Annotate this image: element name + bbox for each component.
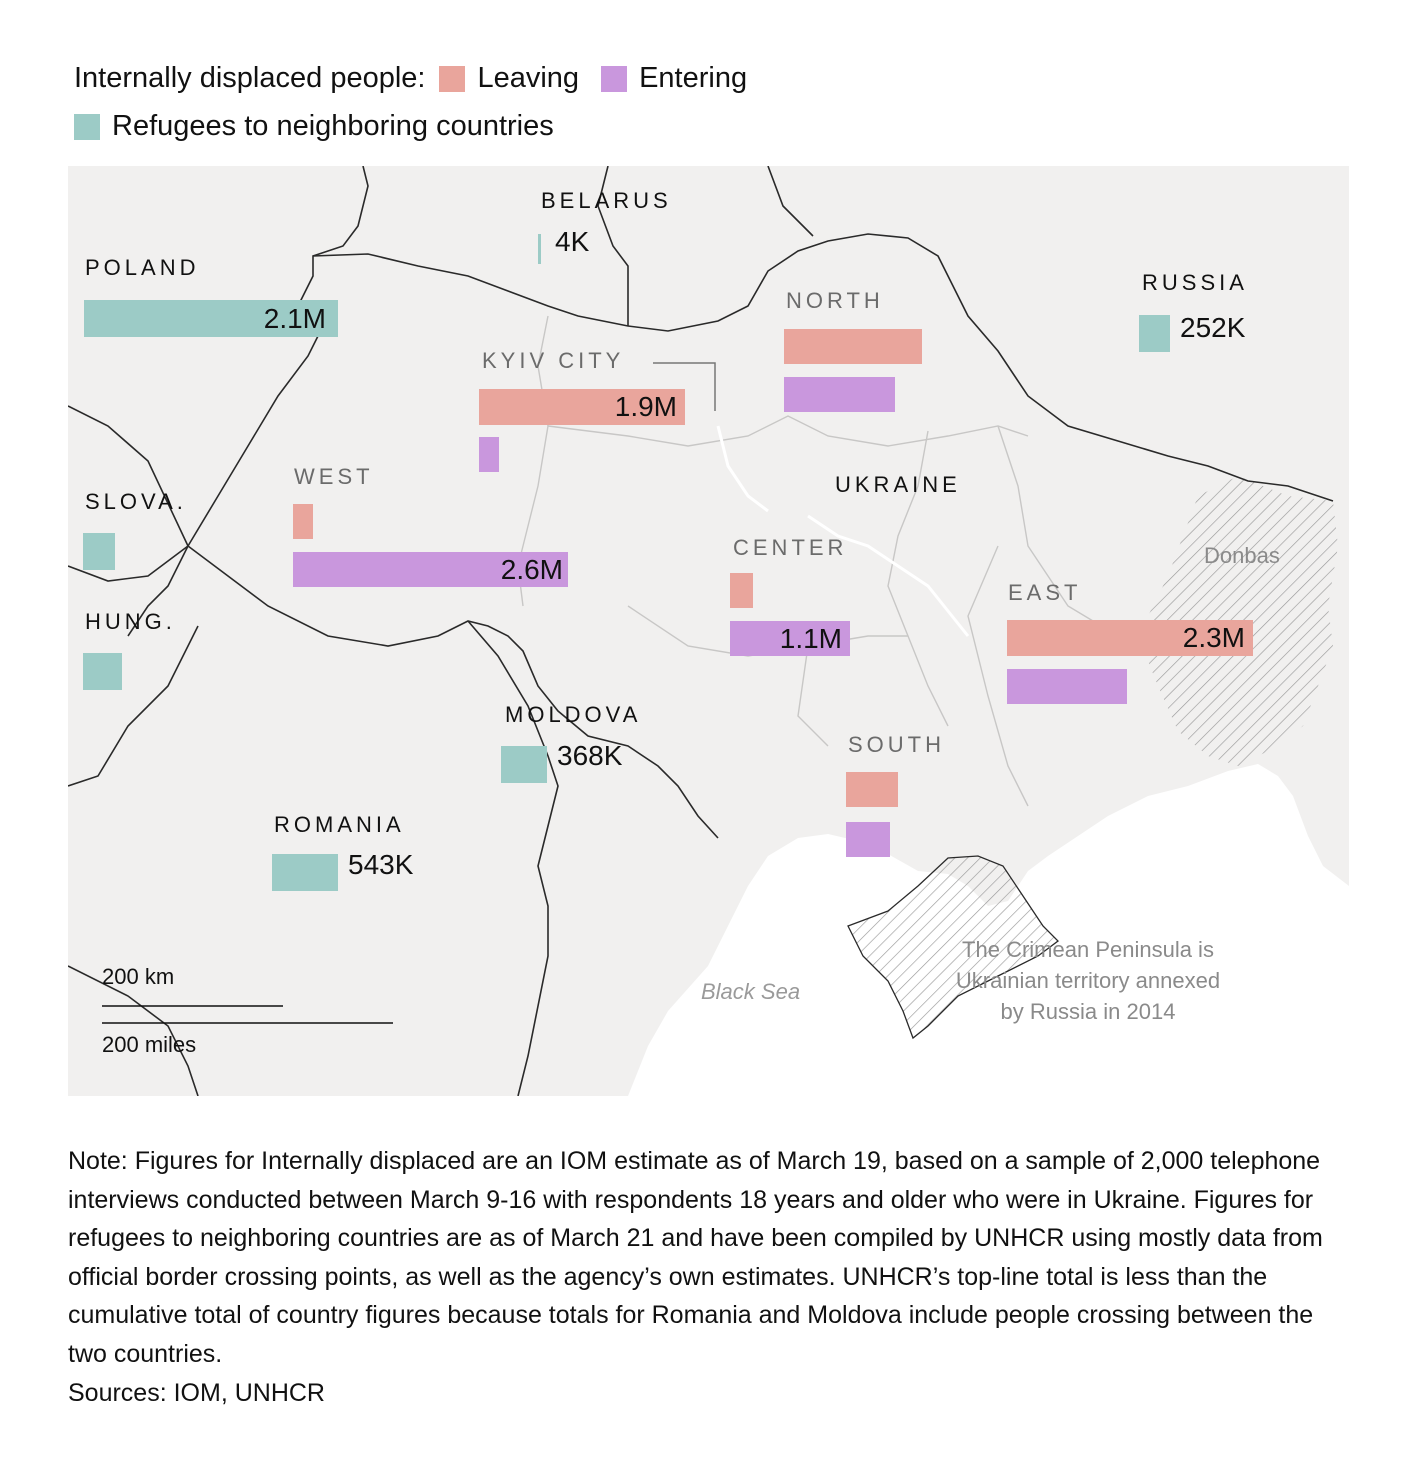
idp-leaving-bar-west xyxy=(293,504,313,539)
legend-leaving-label: Leaving xyxy=(477,62,580,94)
refugees-value-belarus: 4K xyxy=(555,226,590,257)
legend-entering-swatch xyxy=(601,66,627,92)
country-label-ukraine: UKRAINE xyxy=(835,472,961,497)
country-label-hungary: HUNG. xyxy=(85,609,176,634)
crimea-note-line-1: The Crimean Peninsula is xyxy=(962,937,1214,962)
legend-refugees-label: Refugees to neighboring countries xyxy=(112,110,554,142)
idp-leaving-value-kyiv-city: 1.9M xyxy=(614,391,677,422)
country-label-romania: ROMANIA xyxy=(274,812,405,837)
scale-label-km: 200 km xyxy=(102,964,175,989)
region-label-south: SOUTH xyxy=(848,732,945,757)
legend-entering-label: Entering xyxy=(639,62,748,94)
legend-row-idp xyxy=(74,62,747,95)
country-label-slovakia: SLOVA. xyxy=(85,489,187,514)
sources-text: Sources: IOM, UNHCR xyxy=(68,1378,325,1407)
country-label-russia: RUSSIA xyxy=(1142,270,1248,295)
refugees-bar-moldova xyxy=(501,746,547,783)
idp-leaving-bar-north xyxy=(784,329,922,364)
crimea-note xyxy=(928,934,1248,1027)
refugees-bar-slovakia xyxy=(83,533,115,570)
refugees-bar-russia xyxy=(1139,315,1170,352)
legend-refugees-swatch xyxy=(74,114,100,140)
country-label-belarus: BELARUS xyxy=(541,188,672,213)
refugees-bar-belarus xyxy=(538,234,541,264)
region-label-west: WEST xyxy=(294,464,374,489)
crimea-note-line-2: Ukrainian territory annexed xyxy=(955,968,1221,993)
refugees-bar-romania xyxy=(272,854,338,891)
idp-entering-bar-north xyxy=(784,377,895,412)
region-label-east: EAST xyxy=(1008,580,1082,605)
footnote xyxy=(68,1142,1338,1412)
legend-idp-label: Internally displaced people: xyxy=(74,62,426,94)
map xyxy=(68,166,1349,1096)
country-label-moldova: MOLDOVA xyxy=(505,702,642,727)
refugees-value-poland: 2.1M xyxy=(263,303,326,334)
region-label-center: CENTER xyxy=(733,535,848,560)
refugees-value-romania: 543K xyxy=(348,849,414,880)
crimea-note-line-3: by Russia in 2014 xyxy=(1000,999,1176,1024)
country-label-poland: POLAND xyxy=(85,255,200,280)
idp-entering-value-center: 1.1M xyxy=(779,623,842,654)
black-sea-label: Black Sea xyxy=(701,979,801,1004)
idp-leaving-bar-south xyxy=(846,772,898,807)
region-label-kyiv-city: KYIV CITY xyxy=(482,348,625,373)
idp-leaving-value-east: 2.3M xyxy=(1182,622,1245,653)
idp-entering-value-west: 2.6M xyxy=(500,554,563,585)
idp-entering-bar-east xyxy=(1007,669,1127,704)
donbas-label: Donbas xyxy=(1204,543,1280,568)
idp-leaving-bar-center xyxy=(730,573,753,608)
region-label-north: NORTH xyxy=(786,288,884,313)
idp-entering-bar-south xyxy=(846,822,890,857)
legend-leaving-swatch xyxy=(439,66,465,92)
note-text: Note: Figures for Internally displaced are an IOM estimate as of March 19, based on a sample of 2,000 telephone interviews conducted between March 9-16 with respondents 18 years and older who were in Ukraine. Figures for refugees to neighboring countries are as of March 21 and have been compiled by UNHCR using mostly data from official border crossing points, as well as the agency’s own estimates. UNHCR’s top-line total is less than the cumulative total of country figures because totals for Romania and Moldova include people crossing between the two countries. xyxy=(68,1147,1323,1368)
refugees-value-russia: 252K xyxy=(1180,312,1246,343)
refugees-bar-hungary xyxy=(83,653,122,690)
refugees-value-moldova: 368K xyxy=(557,740,623,771)
legend-row-refugees xyxy=(74,110,554,143)
scale-label-miles: 200 miles xyxy=(102,1032,197,1057)
idp-entering-bar-kyiv-city xyxy=(479,437,499,472)
